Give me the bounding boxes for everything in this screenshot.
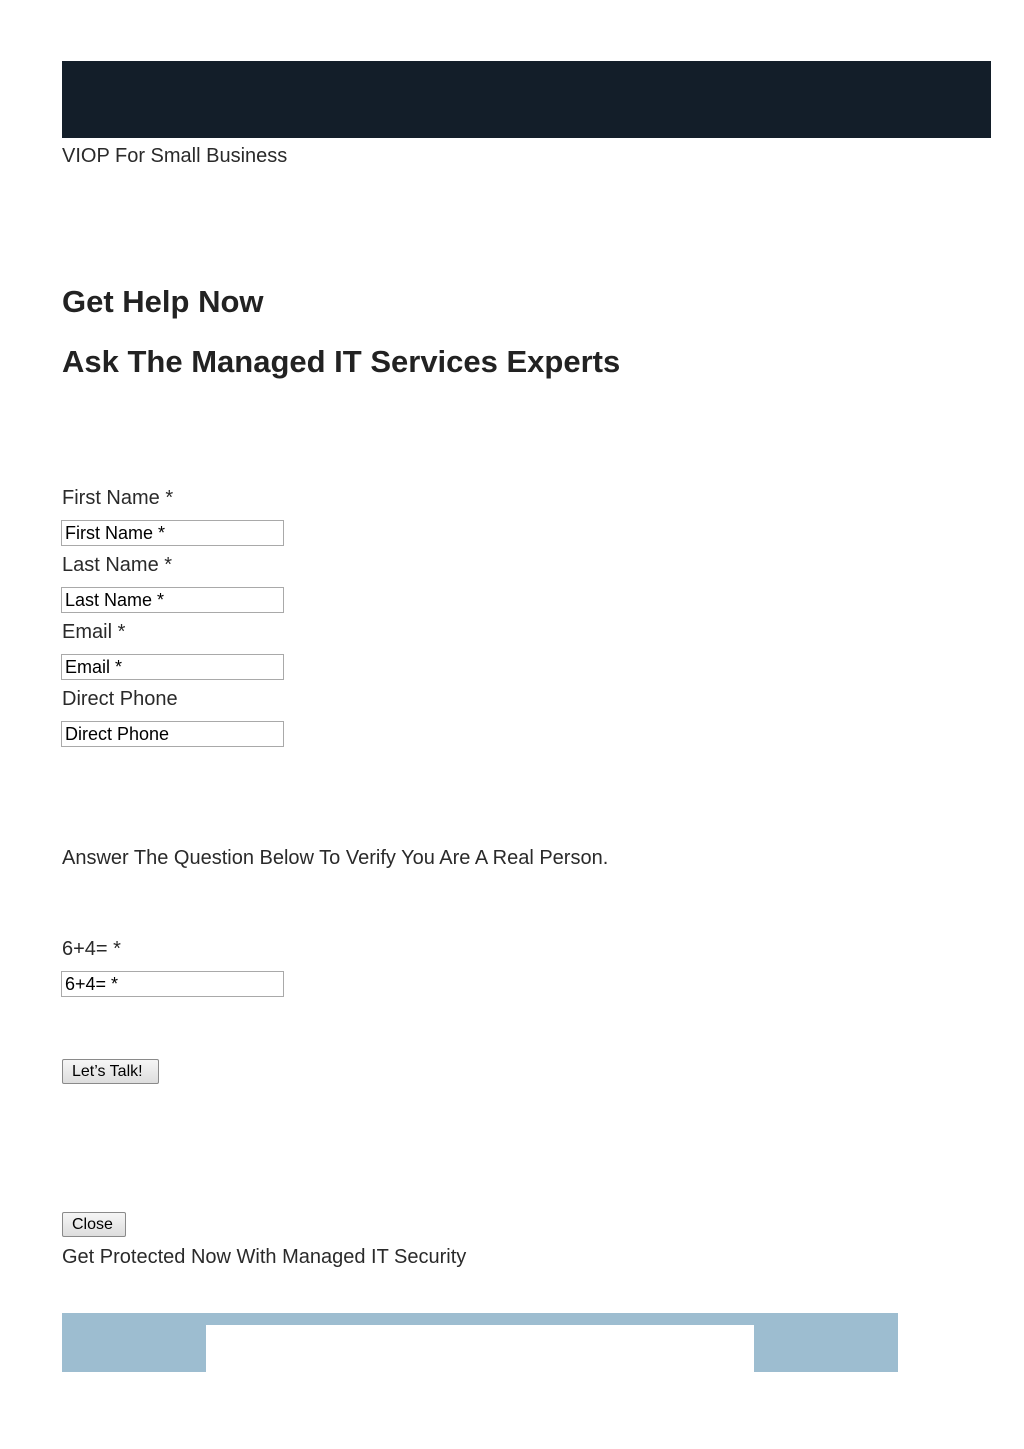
first-name-label: First Name * (62, 487, 174, 509)
submit-button[interactable]: Let’s Talk! (62, 1059, 159, 1084)
captcha-label: 6+4= * (62, 938, 121, 960)
last-name-label: Last Name * (62, 554, 173, 576)
captcha-instructions: Answer The Question Below To Verify You Are A Real Person. (62, 847, 609, 869)
email-input[interactable]: Email * (61, 654, 284, 680)
header-bar (62, 61, 991, 138)
banner-image-area (206, 1325, 754, 1372)
page-title: Get Help Now (62, 284, 264, 319)
email-label: Email * (62, 621, 126, 643)
direct-phone-input[interactable]: Direct Phone (61, 721, 284, 747)
promo-link-text[interactable]: Get Protected Now With Managed IT Security (62, 1246, 467, 1268)
direct-phone-label: Direct Phone (62, 688, 178, 710)
page-subheading: Ask The Managed IT Services Experts (62, 344, 621, 379)
captcha-input[interactable]: 6+4= * (61, 971, 284, 997)
close-button[interactable]: Close (62, 1212, 126, 1237)
promo-banner (62, 1313, 898, 1372)
page-subtitle: VIOP For Small Business (62, 145, 288, 167)
first-name-input[interactable]: First Name * (61, 520, 284, 546)
last-name-input[interactable]: Last Name * (61, 587, 284, 613)
